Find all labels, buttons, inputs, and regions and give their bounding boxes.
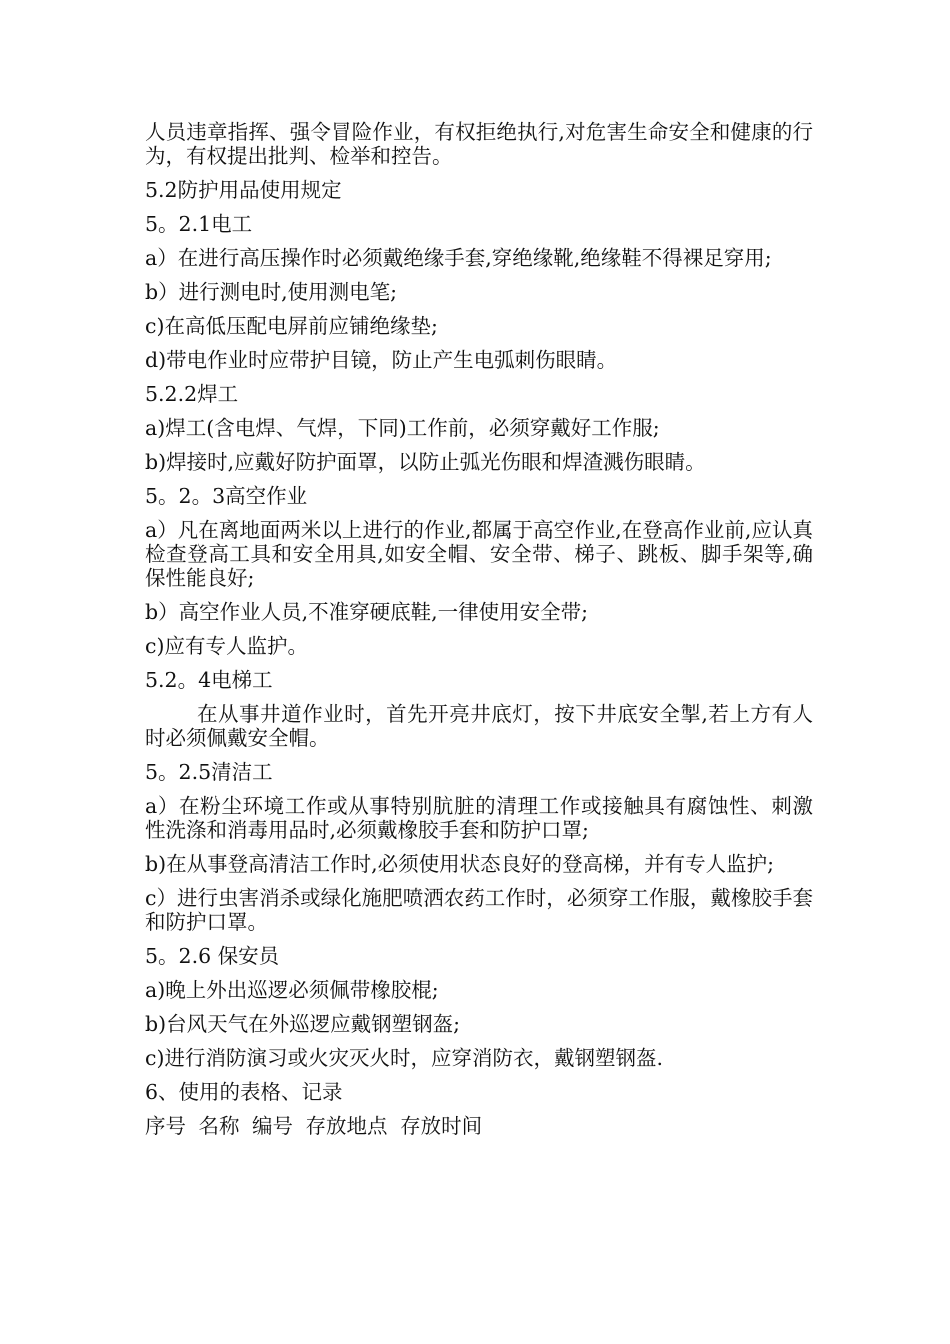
list-item-security-a: a)晚上外出巡逻必须佩带橡胶棍;	[145, 978, 439, 1002]
list-item-security-c: c)进行消防演习或火灾灭火时，应穿消防衣，戴钢塑钢盔.	[145, 1046, 663, 1070]
list-item-electrician-b: b）进行测电时,使用测电笔;	[145, 280, 398, 304]
list-item-electrician-d: d)带电作业时应带护目镜，防止产生电弧刺伤眼睛。	[145, 348, 618, 372]
subsection-heading-high-altitude: 5。2。3高空作业	[145, 484, 308, 508]
section-heading-5-2: 5.2防护用品使用规定	[145, 178, 342, 202]
section-heading-6: 6、使用的表格、记录	[145, 1080, 343, 1104]
list-item-high-altitude-c: c)应有专人监护。	[145, 634, 308, 658]
list-item-cleaner-a: a）在粉尘环境工作或从事特别肮脏的清理工作或接触具有腐蚀性、刺激性洗涤和消毒用品时,必须戴橡胶手套和防护口罩;	[145, 794, 813, 842]
document-body	[145, 120, 813, 1148]
paragraph-elevator: 在从事井道作业时，首先开亮井底灯，按下井底安全掣,若上方有人时必须佩戴安全帽。	[145, 702, 813, 750]
table-header-row: 序号 名称 编号 存放地点 存放时间	[145, 1114, 483, 1138]
subsection-heading-welder: 5.2.2焊工	[145, 382, 239, 406]
list-item-electrician-a: a）在进行高压操作时必须戴绝缘手套,穿绝缘靴,绝缘鞋不得裸足穿用;	[145, 246, 772, 270]
subsection-heading-elevator: 5.2。4电梯工	[145, 668, 273, 692]
list-item-electrician-c: c)在高低压配电屏前应铺绝缘垫;	[145, 314, 438, 338]
list-item-high-altitude-b: b）高空作业人员,不准穿硬底鞋,一律使用安全带;	[145, 600, 589, 624]
list-item-welder-b: b)焊接时,应戴好防护面罩，以防止弧光伤眼和焊渣溅伤眼睛。	[145, 450, 706, 474]
list-item-security-b: b)台风天气在外巡逻应戴钢塑钢盔;	[145, 1012, 461, 1036]
list-item-high-altitude-a: a）凡在离地面两米以上进行的作业,都属于高空作业,在登高作业前,应认真检查登高工具和安全用具,如安全帽、安全带、梯子、跳板、脚手架等,确保性能良好;	[145, 518, 813, 590]
list-item-cleaner-c: c）进行虫害消杀或绿化施肥喷洒农药工作时，必须穿工作服，戴橡胶手套和防护口罩。	[145, 886, 813, 934]
list-item-cleaner-b: b)在从事登高清洁工作时,必须使用状态良好的登高梯，并有专人监护;	[145, 852, 775, 876]
subsection-heading-cleaner: 5。2.5清洁工	[145, 760, 273, 784]
list-item-welder-a: a)焊工(含电焊、气焊，下同)工作前，必须穿戴好工作服;	[145, 416, 660, 440]
subsection-heading-electrician: 5。2.1电工	[145, 212, 253, 236]
subsection-heading-security: 5。2.6 保安员	[145, 944, 280, 968]
paragraph-rights: 人员违章指挥、强令冒险作业，有权拒绝执行,对危害生命安全和健康的行为，有权提出批判、检举和控告。	[145, 120, 813, 168]
